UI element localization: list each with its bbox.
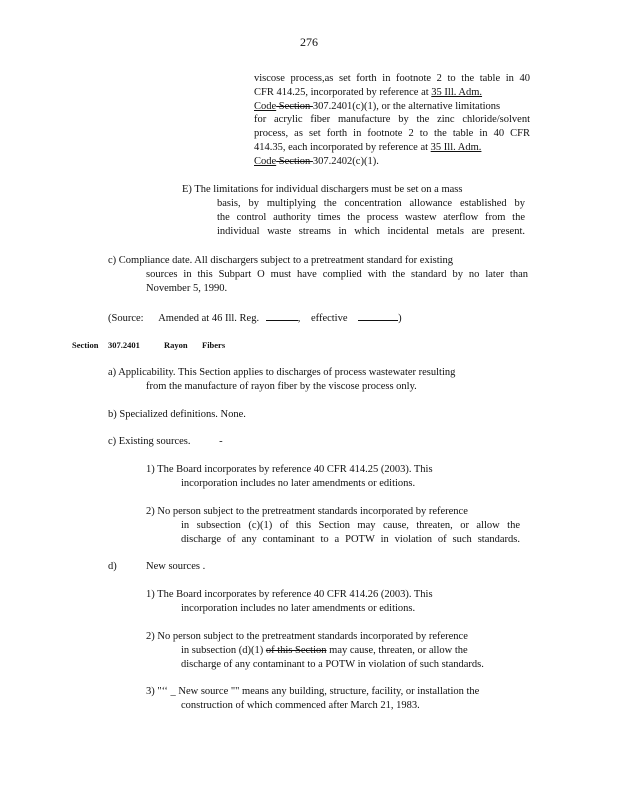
new-item-3-continuation (181, 699, 420, 713)
paragraph-e-line: E) The limitations for individual dischargers must be set on a mass (182, 184, 463, 195)
paragraph-e-line: basis, by multiplying the concentration allowance established by (217, 198, 525, 209)
existing-item-2 (146, 505, 468, 519)
new-item-2-line: discharge of any contaminant to a POTW in violation of such standards. (181, 658, 484, 670)
new-sources-label: d) (108, 561, 117, 572)
compliance-continuation (146, 268, 528, 282)
continuation-line: viscose process,as set forth in footnote 2 to the table in 40 (254, 73, 530, 84)
section-title-2: Fibers (202, 340, 226, 350)
source-comma: , (297, 313, 301, 324)
existing-sources-label: c) Existing sources. (108, 436, 191, 447)
new-item-1-line: incorporation includes no later amendments or editions. (181, 603, 416, 614)
existing-sources-dash: - (219, 436, 223, 447)
source-effective: effective (310, 313, 348, 324)
existing-item-1-line: incorporation includes no later amendments or editions. (181, 478, 416, 489)
definitions-paragraph (108, 408, 246, 422)
new-item-3-line: 3) "‘‘ _ New source "" means any building, structure, facility, or installation the (146, 686, 480, 697)
paragraph-e-line: individual waste streams in which incidental metals are present. (217, 225, 525, 237)
source-close: ) (398, 313, 402, 324)
section-number: 307.2401 (108, 340, 140, 350)
existing-item-2-continuation (181, 519, 520, 547)
existing-item-1 (146, 463, 433, 477)
existing-item-2-line: discharge of any contaminant to a POTW in violation of such standards. (181, 533, 520, 545)
compliance-paragraph (108, 254, 453, 268)
new-item-1 (146, 588, 433, 602)
new-item-3-line: construction of which commenced after March 21, 1983. (181, 700, 420, 711)
compliance-line: November 5, 1990. (146, 283, 228, 294)
existing-item-2-line: 2) No person subject to the pretreatment standards incorporated by reference (146, 506, 468, 517)
paragraph-e-line: the control authority times the process wastew aterflow from the (217, 211, 525, 223)
paragraph-e-continuation (217, 197, 525, 238)
applicability-line: a) Applicability. This Section applies to discharges of process wastewater resulting (108, 367, 456, 378)
continuation-line: for acrylic fiber manufacture by the zinc chloride/solvent (254, 114, 530, 126)
effective-blank (358, 310, 398, 321)
continuation-line: process, as set forth in footnote 2 to the table in 40 CFR (254, 128, 530, 140)
continuation-line: Code Section 307.2401(c)(1), or the alternative limitations (254, 100, 501, 112)
applicability-paragraph (108, 366, 455, 380)
existing-item-1-line: 1) The Board incorporates by reference 40 CFR 414.25 (2003). This (146, 464, 433, 475)
existing-item-1-continuation (181, 477, 415, 491)
new-item-3 (146, 685, 479, 699)
new-item-1-line: 1) The Board incorporates by reference 40 CFR 414.26 (2003). This (146, 589, 433, 600)
amended-blank (266, 310, 298, 321)
applicability-line: from the manufacture of rayon fiber by the viscose process only. (146, 381, 417, 392)
new-item-2-line: in subsection (d)(1) of this Section may cause, threaten, or allow the (181, 645, 468, 656)
new-sources-heading: New sources . (146, 561, 206, 572)
source-label: (Source: (108, 313, 144, 324)
new-item-2-line: 2) No person subject to the pretreatment standards incorporated by reference (146, 631, 468, 642)
applicability-continuation (146, 380, 417, 394)
page-number: 276 (300, 35, 318, 49)
paragraph-e (182, 183, 462, 197)
continuation-line: CFR 414.25, incorporated by reference at 35 Ill. Adm. (254, 86, 483, 98)
section-title: Rayon (164, 340, 188, 350)
continuation-paragraph (254, 72, 530, 169)
continuation-line: Code Section 307.2402(c)(1). (254, 155, 379, 167)
new-item-2-continuation (181, 644, 484, 672)
existing-item-2-line: in subsection (c)(1) of this Section may cause, threaten, or allow the (181, 520, 520, 531)
source-note (108, 310, 402, 326)
existing-sources-heading (108, 435, 223, 449)
new-item-1-continuation (181, 602, 415, 616)
section-label: Section (72, 340, 99, 350)
definitions-line: b) Specialized definitions. None. (108, 409, 246, 420)
new-item-2 (146, 630, 468, 644)
source-amended: Amended at 46 Ill. Reg. (158, 313, 260, 324)
compliance-line: sources in this Subpart O must have complied with the standard by no later than (146, 269, 528, 280)
compliance-date-line (146, 282, 227, 296)
compliance-line: c) Compliance date. All dischargers subject to a pretreatment standard for existing (108, 255, 454, 266)
continuation-line: 414.35, each incorporated by reference at 35 Ill. Adm. (254, 141, 482, 153)
